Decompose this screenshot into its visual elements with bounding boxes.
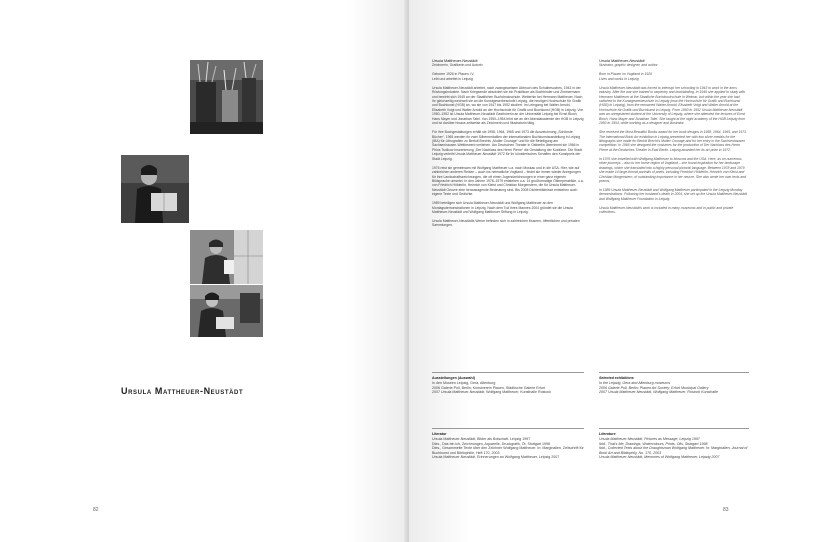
en-literature-rule	[599, 428, 749, 429]
en-exhibitions-section	[599, 376, 749, 395]
de-paragraph-3: 1976 reist sie gemeinsam mit Wolfgang Mattheuer u.a. nach Moskau und in die USA. Hier, wie auf zahlreichen anderen Reisen – auch ins heimatliche Vogtland – findet sie immer wieder Anregungen für ihre Landschaftszeichnungen, die oft einen Jugendzeichnungen in einer ganz eigenen Bildsprache umsetzt. In den Jahren 1978–1979 entstehen u.a. 14 großformatige Öltemperabilde, u.a. von Friedrich Hölderlin, Heinrich von Kleist und Christian Morgenstern, die für Ursula Mattheuer-Neustädt Oeuvre eine herausragende Bedeutung sind. Bis 2008 Dichterbildnisse entstehen auch eigene Texte und Gedichte.	[432, 165, 584, 197]
artist-with-book-photo	[190, 285, 263, 337]
en-paragraph-3: In 1976 she travelled with Wolfgang Mattheuer to Moscow and the USA. Here, as on numerous other journeys – also to her home region of Vogtland – she found inspiration for her landscape drawings, which she translated into a highly personal pictorial language. Between 1978 and 1979 she made 14 large-format portraits of poets, including Friedrich Hölderlin, Heinrich von Kleist and Christian Morgenstern, of outstanding importance in her oeuvre. She also wrote her own texts and poems.	[599, 156, 747, 183]
de-sections-rule	[432, 372, 584, 373]
de-birth: Geboren 1926 in Plauen i.V.	[432, 72, 475, 77]
en-literature-heading: Literature	[599, 432, 616, 436]
de-literature-heading: Literatur	[432, 432, 447, 436]
artist-at-window-photo	[190, 230, 263, 284]
en-exhibitions-heading: Selected exhibitions	[599, 376, 634, 380]
en-sections-rule	[599, 372, 749, 373]
german-text-column	[432, 59, 584, 232]
de-literature-rule	[432, 428, 584, 429]
de-literature-list: Ursula Mattheuer-Neustädt, Bilder als Botschaft. Leipzig 1997 Dies., Das bin ich, Zeichnungen, Aquarelle, Druckgrafik, Öl, Stuttgart 1998 Dies., Gesammelte Texte über den Zeichner Wolfgang Mattheuer. In: Marginalien, Zeitschrift für Buchkunst und Bibliophilie, Heft 170, 2003 Ursula Mattheuer-Neustädt, Erinnerungen an Wolfgang Mattheuer, Leipzig 2007	[432, 437, 584, 460]
en-exhibitions-list: In the Leipzig, Gera and Altenburg museums 2006 Galerie Poll, Berlin; Plauen Art Society; Erfurt Municipal Gallery 2007 Ursula Mattheuer-Neustädt, Wolfgang Mattheuer, Rostock Kunsthalle	[599, 381, 718, 395]
de-literature-section	[432, 432, 584, 459]
de-exhibitions-heading: Ausstellungen (Auswahl)	[432, 376, 475, 380]
left-page	[0, 0, 409, 542]
en-birth: Born in Plauen im Vogtland in 1926	[599, 72, 653, 77]
en-paragraph-4: In 1989 Ursula Mattheuer-Neustädt and Wolfgang Mattheuer participated in the Leipzig Monday demonstrations. Following her husband's death in 2004, she set up the Ursula Mattheuer-Neustädt and Wolfgang Mattheuer Foundation in Leipzig.	[599, 187, 747, 201]
en-subtitle: Illustrator, graphic designer, and author	[599, 63, 658, 68]
de-exhibitions-list: In den Museen Leipzig, Gera, Altenburg 2006 Galerie Poll, Berlin; Kunstverein Plauen, Städtische Galerie Erfurt 2007 Ursula Mattheuer-Neustädt, Wolfgang Mattheuer, Kunsthalle Rostock	[432, 381, 551, 395]
en-paragraph-1: Ursula Mattheuer-Neustädt was forced to interrupt her schooling in 1943 to work in the arms industry. After the war she trained in carpentry and bookbinding. In 1945 she applied to study with Hermann Mattheuer at the Staatliche Buchdruckschule in Weimar, but within the year she had switched to the Kunstgewerbeschule in Leipzig (now the Hochschule für Grafik und Buchkunst (HGB) in Leipzig), from the renowned Walter Arnold, Elisabeth Voigt and Walter Arnold at the Hochschule für Grafik und Buchkunst in Leipzig. From 1950 to 1952 Ursula Mattheuer-Neustädt was an unregistered student at the University of Leipzig, where she attended the lectures of Ernst Bloch, Hans Mayer and Jonathan Tafel. She taught at the night academy of the HGB Leipzig from 1950 to 1954, while working as a designer and illustrator.	[599, 85, 746, 126]
de-title: Ursula Mattheuer-Neustädt	[432, 59, 478, 63]
de-paragraph-2: Für ihre Buchgestaltungen erhält sie 1958, 1964, 1965 und 1973 die Auszeichnung „Schönste Bücher“, 1965 werden ihr zwei Silbermedaillen der internationalen Buchkunstausstellung in Leipzig (IBA) für Lithografien zu Bertolt Brechts „Mutter Courage“ und für die Beteiligung am Sachsenhausen-Wettbewerb verliehen. Am Deutschen Theater in Ostberlin übernimmt sie 1966 in Pirlos Tsolkow Inszenierung „Der Nachlass des Herrn Pierre“ die Gestaltung der Kostüme. Die Stadt Leipzig verleiht Ursula Mattheuer-Neustädt 1972 für ihr künstlerisches Schaffen den Kunstpreis der Stadt Leipzig.	[432, 130, 582, 161]
de-residence: Lebt und arbeitet in Leipzig	[432, 76, 473, 81]
en-paragraph-5: Ursula Mattheuer-Neustädt's work is included in many museums and in public and private collections.	[599, 205, 734, 215]
artist-name-heading: Ursula Mattheuer-Neustädt	[121, 386, 244, 396]
de-exhibitions-section	[432, 376, 584, 395]
page-number-left: 82	[93, 507, 99, 513]
en-title: Ursula Mattheuer-Neustädt	[599, 59, 645, 63]
de-subtitle: Zeichnerin, Grafikerin und Autorin	[432, 63, 483, 68]
de-paragraph-5: Ursula Mattheuer-Neustädts Werke befinden sich in zahlreichen Museen, öffentlichen und privaten Sammlungen.	[432, 218, 580, 228]
de-paragraph-1: Ursula Mattheuer-Neustädt arbeitet, nach zwangsweisem Abbruch des Schulbesuches, 1943 in der Rüstungsindustrie. Nach Kriegsende absolviert sie ein Praktikum als Buchbinder und Zimmermann und bewirbt sich 1945 an der Staatlichen Buchdruckschule. Weiterhin bei Hermann Mattheuer. Nach ihr gleichzeitig wechselt sie an die Kunstgewerbeschule Leipzig, die heutigen Hochschule für Grafik und Buchkunst (HGB) an, wo sie von 1947 bis 1952 studiert. Im Lehrgang bei Walter Arnold, Elisabeth Voigt und Walter Arnold an der Hochschule für Grafik und Buchkunst (HGB) in Leipzig. Von 1950–1952 ist Ursula Mattheuer-Neustädt Gasthörerin an der Universität Leipzig bei Ernst Bloch, Hans Mayer und Jonathan Tafel. Von 1950–1954 lehrt sie an der Abendakademie der HGB in Leipzig und ist darüber hinaus zeitweise als Zeichnerin und Illustratorin tätig.	[432, 85, 584, 126]
page-number-right: 83	[723, 507, 729, 513]
en-residence: Lives and works in Leipzig	[599, 76, 639, 81]
artist-reading-photo	[121, 155, 189, 223]
en-paragraph-2: She received the Most Beautiful Books award for her book designs in 1958, 1964, 1965, and 1973. The International Book Art exhibition in Leipzig presented her with two silver medals for the lithographs she made for Bertolt Brecht's Mutter Courage and for her entry in the Sachsenhausen competition. In 1966 she designed the costumes for the production of Der Nachlass des Herrn Pierre at the Deutsches Theater in East Berlin. Leipzig awarded her its art prize in 1972.	[599, 130, 747, 152]
en-literature-section	[599, 432, 749, 459]
english-text-column	[599, 59, 749, 219]
studio-brushes-photo	[190, 60, 263, 134]
en-literature-list: Ursula Mattheuer-Neustädt, Pictures as Message, Leipzig 1997 Ibid., That's Me, Drawings, Watercolours, Prints, Oils, Stuttgart 1998 Ibid., Collected Texts about the Draughtsman Wolfgang Mattheuer. In: Marginalien, Journal of Book Art and Bibliophily, No. 170, 2003 Ursula Mattheuer-Neustädt, Memories of Wolfgang Mattheuer, Leipzig 2007	[599, 437, 748, 460]
de-paragraph-4: 1989 beteiligen sich Ursula Mattheuer-Neustädt und Wolfgang Mattheuer an den Montagsdemonstrationen in Leipzig. Nach dem Tod ihres Mannes 2004 gründet sie die Ursula Mattheuer-Neustädt und Wolfgang Mattheuer Stiftung in Leipzig.	[432, 201, 573, 215]
